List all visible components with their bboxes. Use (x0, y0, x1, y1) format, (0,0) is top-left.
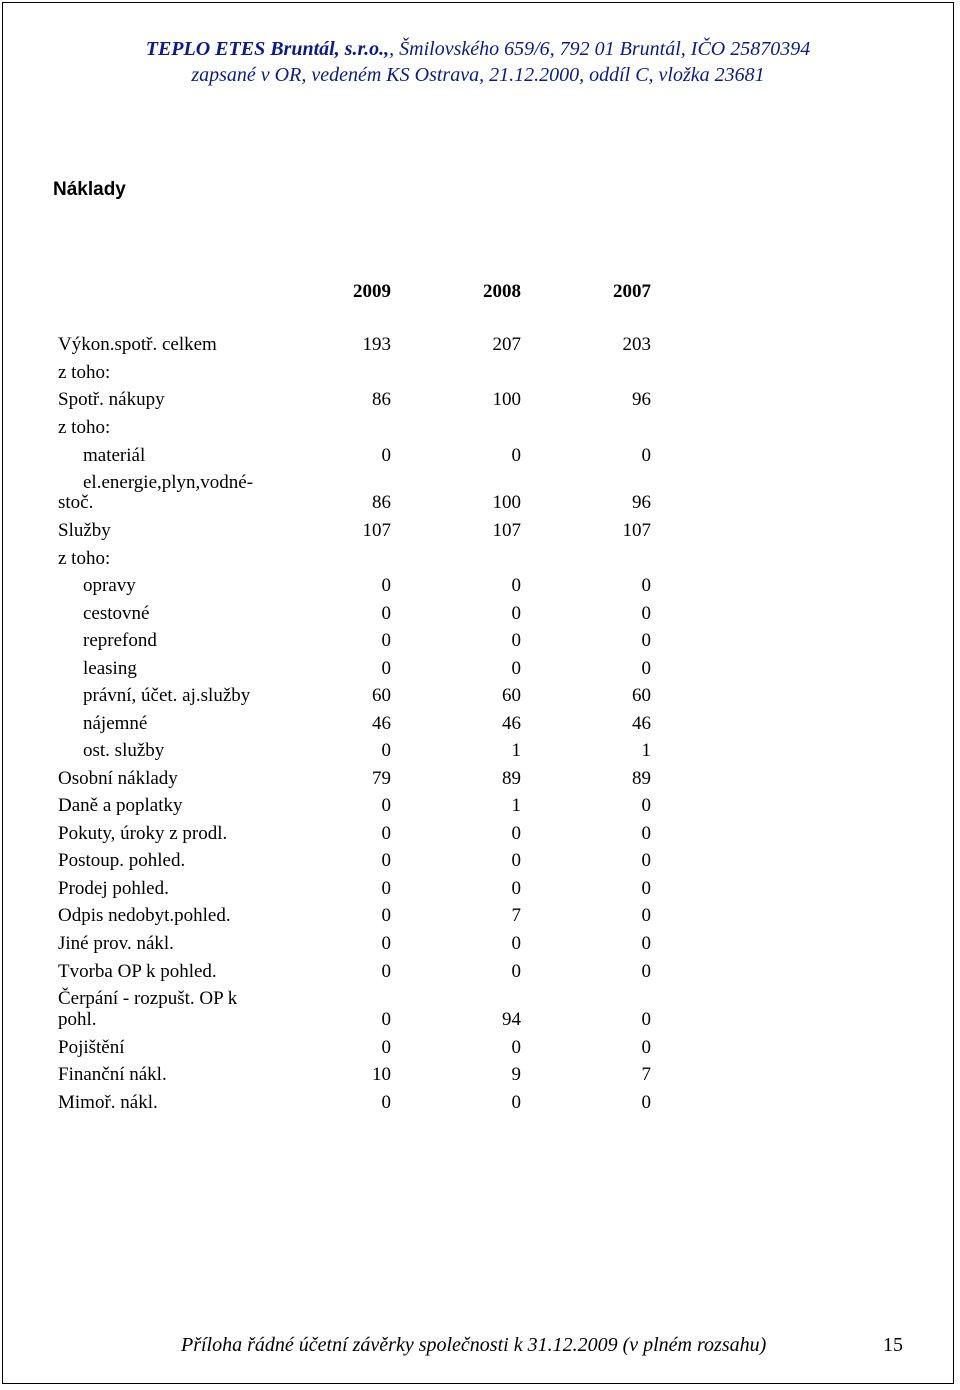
row-value-2008: 94 (502, 1009, 521, 1030)
row-value-2009: 0 (381, 603, 391, 624)
row-value-2007: 0 (641, 905, 651, 926)
row-value-2007: 0 (641, 630, 651, 651)
row-value-2008: 0 (511, 1037, 521, 1058)
row-label: z toho: (58, 548, 111, 569)
table-row (3, 793, 953, 819)
row-value-2008: 0 (511, 445, 521, 466)
row-value-2007: 1 (641, 740, 651, 761)
row-value-2009: 0 (381, 961, 391, 982)
row-value-2008: 100 (492, 492, 521, 513)
table-row (3, 821, 953, 847)
table-row (3, 546, 953, 572)
row-label: cestovné (83, 603, 150, 624)
row-label: Osobní náklady (58, 768, 178, 789)
row-label: Finanční nákl. (58, 1064, 167, 1085)
row-value-2007: 0 (641, 933, 651, 954)
row-label: Postoup. pohled. (58, 850, 186, 871)
table-row (3, 415, 953, 441)
row-label: Pokuty, úroky z prodl. (58, 823, 228, 844)
row-value-2008: 0 (511, 658, 521, 679)
row-value-2008: 60 (502, 685, 521, 706)
row-label: stoč. (58, 492, 94, 513)
row-value-2007: 96 (632, 492, 651, 513)
row-value-2009: 0 (381, 1037, 391, 1058)
row-value-2007: 0 (641, 575, 651, 596)
table-row (3, 490, 953, 516)
row-value-2008: 100 (492, 389, 521, 410)
row-value-2008: 0 (511, 1092, 521, 1113)
row-value-2007: 0 (641, 878, 651, 899)
footer-text: Příloha řádné účetní závěrky společnosti k 31.12.2009 (v plném rozsahu) (181, 1334, 767, 1356)
row-label: reprefond (83, 630, 157, 651)
row-value-2009: 0 (381, 740, 391, 761)
row-value-2008: 0 (511, 575, 521, 596)
row-value-2008: 1 (511, 795, 521, 816)
row-value-2007: 96 (632, 389, 651, 410)
row-label: Tvorba OP k pohled. (58, 961, 217, 982)
row-value-2009: 46 (372, 713, 391, 734)
row-label: z toho: (58, 362, 111, 383)
table-row (3, 738, 953, 764)
row-value-2009: 60 (372, 685, 391, 706)
row-value-2009: 193 (362, 334, 391, 355)
row-value-2009: 107 (362, 520, 391, 541)
table-row (3, 711, 953, 737)
row-value-2009: 0 (381, 795, 391, 816)
year-2009: 2009 (353, 281, 391, 302)
document-page (2, 2, 954, 1384)
row-value-2007: 7 (641, 1064, 651, 1085)
table-row (3, 766, 953, 792)
row-value-2008: 46 (502, 713, 521, 734)
row-value-2009: 0 (381, 630, 391, 651)
row-value-2009: 0 (381, 933, 391, 954)
row-label: Daně a poplatky (58, 795, 183, 816)
row-label: právní, účet. aj.služby (83, 685, 251, 706)
row-value-2008: 0 (511, 823, 521, 844)
table-row (3, 1007, 953, 1033)
row-value-2007: 0 (641, 1037, 651, 1058)
row-value-2009: 0 (381, 658, 391, 679)
table-row (3, 903, 953, 929)
row-label: Výkon.spotř. celkem (58, 334, 217, 355)
table-row (3, 683, 953, 709)
row-value-2009: 0 (381, 445, 391, 466)
row-value-2008: 7 (511, 905, 521, 926)
row-value-2007: 0 (641, 823, 651, 844)
page-number: 15 (883, 1334, 903, 1356)
row-value-2009: 0 (381, 575, 391, 596)
row-value-2007: 60 (632, 685, 651, 706)
row-value-2007: 46 (632, 713, 651, 734)
row-value-2009: 0 (381, 850, 391, 871)
row-label: el.energie,plyn,vodné- (83, 472, 254, 493)
row-value-2008: 107 (492, 520, 521, 541)
table-row (3, 360, 953, 386)
row-value-2009: 0 (381, 823, 391, 844)
table-row (3, 601, 953, 627)
row-value-2009: 0 (381, 1092, 391, 1113)
table-row (3, 1062, 953, 1088)
row-label: nájemné (83, 713, 148, 734)
row-value-2008: 89 (502, 768, 521, 789)
row-label: Čerpání - rozpušt. OP k (58, 988, 238, 1009)
table-row (3, 628, 953, 654)
table-row (3, 848, 953, 874)
row-value-2009: 0 (381, 1009, 391, 1030)
year-2008: 2008 (483, 281, 521, 302)
table-row (3, 959, 953, 985)
row-value-2007: 0 (641, 961, 651, 982)
row-label: ost. služby (83, 740, 165, 761)
row-label: Odpis nedobyt.pohled. (58, 905, 231, 926)
row-value-2009: 79 (372, 768, 391, 789)
table-row (3, 332, 953, 358)
row-value-2008: 0 (511, 878, 521, 899)
row-value-2007: 107 (622, 520, 651, 541)
row-label: opravy (83, 575, 136, 596)
table-row (3, 443, 953, 469)
row-label: z toho: (58, 417, 111, 438)
header-line-1 (3, 36, 953, 62)
table-row (3, 518, 953, 544)
row-label: Pojištění (58, 1037, 125, 1058)
table-row (3, 387, 953, 413)
row-value-2008: 0 (511, 850, 521, 871)
row-value-2008: 0 (511, 603, 521, 624)
row-value-2007: 0 (641, 1092, 651, 1113)
row-label: Služby (58, 520, 111, 541)
row-value-2007: 0 (641, 795, 651, 816)
section-title: Náklady (53, 179, 126, 200)
company-address: , Šmilovského 659/6, 792 01 Bruntál, IČO 25870394 (389, 38, 811, 60)
row-value-2008: 0 (511, 961, 521, 982)
table-row (3, 573, 953, 599)
row-label: materiál (83, 445, 146, 466)
header-line-2: zapsané v OR, vedeném KS Ostrava, 21.12.2000, oddíl C, vložka 23681 (191, 64, 765, 86)
row-value-2007: 0 (641, 1009, 651, 1030)
row-value-2008: 0 (511, 933, 521, 954)
row-value-2009: 86 (372, 492, 391, 513)
row-value-2008: 207 (492, 334, 521, 355)
row-value-2008: 9 (511, 1064, 521, 1085)
table-row (3, 931, 953, 957)
year-2007: 2007 (613, 281, 651, 302)
row-label: leasing (83, 658, 137, 679)
table-row (3, 876, 953, 902)
row-value-2007: 0 (641, 445, 651, 466)
row-value-2008: 1 (511, 740, 521, 761)
row-value-2007: 203 (622, 334, 651, 355)
table-row (3, 656, 953, 682)
row-value-2007: 0 (641, 603, 651, 624)
table-row (3, 1035, 953, 1061)
row-value-2009: 0 (381, 878, 391, 899)
row-value-2008: 0 (511, 630, 521, 651)
row-value-2007: 0 (641, 850, 651, 871)
row-label: Jiné prov. nákl. (58, 933, 174, 954)
row-value-2007: 89 (632, 768, 651, 789)
row-label: pohl. (58, 1009, 97, 1030)
row-label: Prodej pohled. (58, 878, 169, 899)
row-value-2009: 0 (381, 905, 391, 926)
row-value-2009: 86 (372, 389, 391, 410)
row-value-2007: 0 (641, 658, 651, 679)
row-value-2009: 10 (372, 1064, 391, 1085)
table-row (3, 1090, 953, 1116)
row-label: Mimoř. nákl. (58, 1092, 158, 1113)
row-label: Spotř. nákupy (58, 389, 165, 410)
company-name: TEPLO ETES Bruntál, s.r.o., (145, 38, 390, 60)
